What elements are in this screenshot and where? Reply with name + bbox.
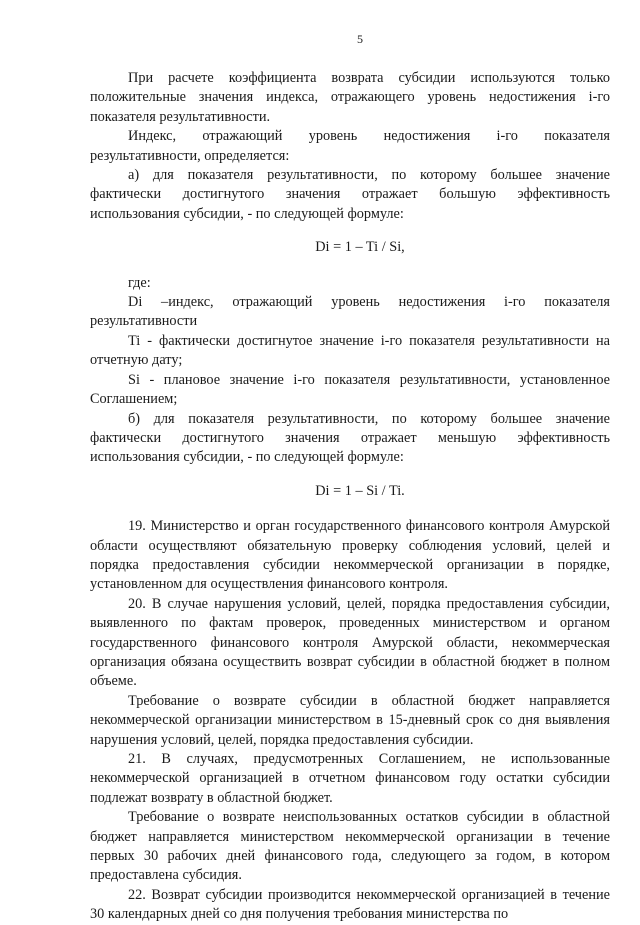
formula-a: Di = 1 – Ti / Si, xyxy=(315,239,405,256)
paragraph-20: 20. В случае нарушения условий, целей, порядка предоставления субсидии, выявленного по фактам проверок, проведенных министерством и органом государственного финансового контроля Амурской области, некоммерческая организация обязана осуществить возврат субсидии в областной бюджет в полном объеме. xyxy=(90,595,610,690)
formula-b: Di = 1 – Si / Ti. xyxy=(315,482,405,499)
paragraph-case-b: б) для показателя результативности, по которому большее значение фактически достигнутого значения отражает меньшую эффективность использования субсидии, - по следующей формуле: xyxy=(90,410,610,466)
definition-si: Si - плановое значение i-го показателя результативности, установленное Соглашением; xyxy=(90,371,610,408)
paragraph-21: 21. В случаях, предусмотренных Соглашением, не использованные некоммерческой организацией в отчетном финансовом году остатки субсидии подлежат возврату в областной бюджет. xyxy=(90,751,610,806)
paragraph-unused-remainder: Требование о возврате неиспользованных остатков субсидии в областной бюджет направляется министерством некоммерческой организации в течение первых 30 рабочих дней финансового года, следующего за годом, в котором предоставлена субсидия. xyxy=(90,809,610,884)
where-label: где: xyxy=(128,274,151,291)
paragraph-19: 19. Министерство и орган государственного финансового контроля Амурской области осуществляют обязательную проверку соблюдения условий, целей и порядка предоставления субсидии некоммерческой организации в порядке, установленном для осуществления финансового контроля. xyxy=(90,518,610,593)
paragraph-case-a: а) для показателя результативности, по которому большее значение фактически достигнутого значения отражает большую эффективность использования субсидии, - по следующей формуле: xyxy=(90,167,610,222)
paragraph-22: 22. Возврат субсидии производится некоммерческой организацией в течение 30 календарных дней со дня получения требования министерства по xyxy=(90,886,610,923)
page-number: 5 xyxy=(357,32,363,46)
paragraph-index-definition: Индекс, отражающий уровень недостижения i-го показателя результативности, определяется: xyxy=(90,128,610,164)
definition-di: Di –индекс, отражающий уровень недостижения i-го показателя результативности xyxy=(90,294,610,330)
definition-ti: Ti - фактически достигнутое значение i-го показателя результативности на отчетную дату; xyxy=(90,332,610,369)
paragraph-coefficient-note: При расчете коэффициента возврата субсидии используются только положительные значения индекса, отражающего уровень недостижения i-го показателя результативности. xyxy=(90,70,610,125)
paragraph-return-demand: Требование о возврате субсидии в областной бюджет направляется некоммерческой организации министерством в 15-дневный срок со дня выявления нарушения условий, целей, порядка предоставления субсидии. xyxy=(90,692,610,748)
